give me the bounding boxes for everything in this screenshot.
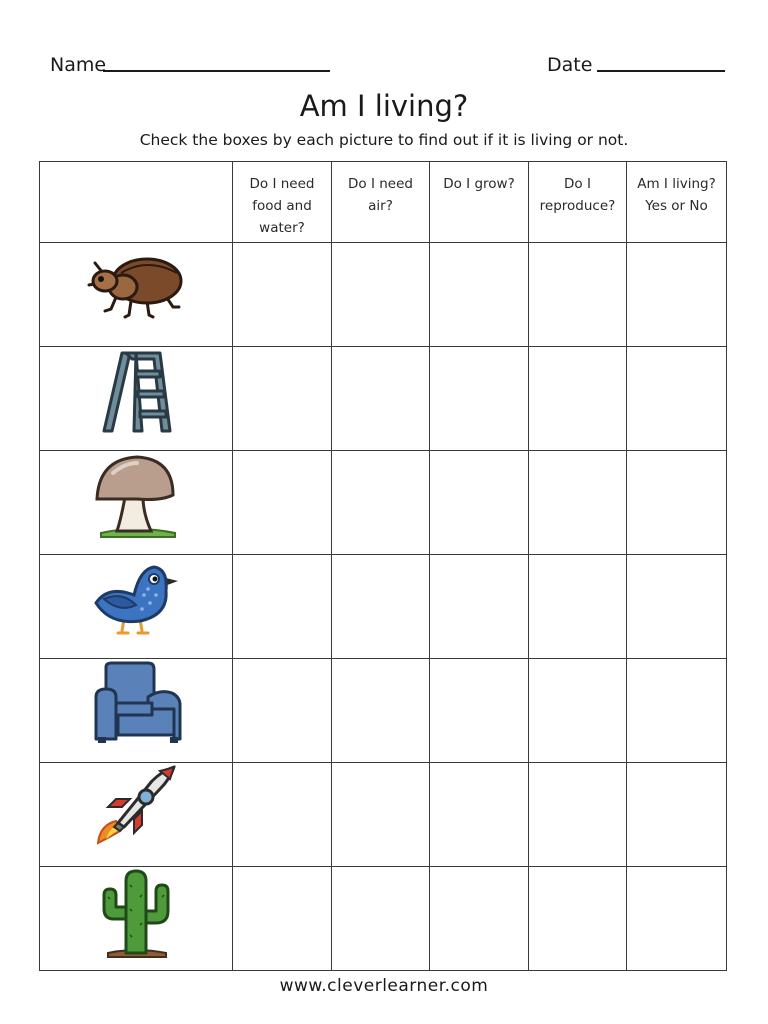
- check-box-grow[interactable]: [430, 867, 529, 971]
- picture-cell: [40, 555, 233, 659]
- check-box-reproduce[interactable]: [529, 867, 627, 971]
- check-box-grow[interactable]: [430, 451, 529, 555]
- cactus-icon: [96, 867, 176, 959]
- table-header-row: [40, 162, 727, 243]
- column-header-reproduce: Do I reproduce?: [529, 162, 627, 243]
- check-box-reproduce[interactable]: [529, 451, 627, 555]
- check-box-air[interactable]: [332, 867, 430, 971]
- check-box-food-water[interactable]: [233, 451, 332, 555]
- picture-cell: [40, 659, 233, 763]
- picture-cell: [40, 763, 233, 867]
- table-row-armchair: [40, 659, 727, 763]
- check-box-reproduce[interactable]: [529, 763, 627, 867]
- answer-box-living[interactable]: [627, 451, 727, 555]
- check-box-air[interactable]: [332, 763, 430, 867]
- check-box-food-water[interactable]: [233, 659, 332, 763]
- check-box-reproduce[interactable]: [529, 347, 627, 451]
- check-box-grow[interactable]: [430, 763, 529, 867]
- column-header-living: Am I living? Yes or No: [627, 162, 727, 243]
- living-check-table: [39, 161, 727, 971]
- footer-website: www.cleverlearner.com: [279, 976, 489, 996]
- check-box-food-water[interactable]: [233, 243, 332, 347]
- check-box-air[interactable]: [332, 555, 430, 659]
- beetle-icon: [81, 243, 191, 323]
- name-label: Name: [50, 54, 107, 76]
- picture-cell: [40, 347, 233, 451]
- answer-box-living[interactable]: [627, 243, 727, 347]
- check-box-food-water[interactable]: [233, 763, 332, 867]
- check-box-grow[interactable]: [430, 659, 529, 763]
- check-box-air[interactable]: [332, 451, 430, 555]
- picture-cell: [40, 243, 233, 347]
- date-line[interactable]: [597, 70, 725, 72]
- check-box-reproduce[interactable]: [529, 243, 627, 347]
- table-row-cactus: [40, 867, 727, 971]
- armchair-icon: [88, 659, 184, 745]
- table-row-ladder: [40, 347, 727, 451]
- bird-icon: [88, 555, 184, 639]
- ladder-icon: [96, 347, 176, 437]
- date-label: Date: [547, 54, 593, 76]
- check-box-food-water[interactable]: [233, 555, 332, 659]
- check-box-reproduce[interactable]: [529, 659, 627, 763]
- table-row-bird: [40, 555, 727, 659]
- answer-box-living[interactable]: [627, 763, 727, 867]
- table-row-beetle: [40, 243, 727, 347]
- table-row-rocket: [40, 763, 727, 867]
- check-box-air[interactable]: [332, 659, 430, 763]
- check-box-grow[interactable]: [430, 347, 529, 451]
- picture-cell: [40, 451, 233, 555]
- answer-box-living[interactable]: [627, 347, 727, 451]
- column-header-grow: Do I grow?: [430, 162, 529, 243]
- column-header-picture: [40, 162, 233, 243]
- table-row-mushroom: [40, 451, 727, 555]
- column-header-air: Do I need air?: [332, 162, 430, 243]
- answer-box-living[interactable]: [627, 555, 727, 659]
- answer-box-living[interactable]: [627, 867, 727, 971]
- check-box-food-water[interactable]: [233, 867, 332, 971]
- picture-cell: [40, 867, 233, 971]
- check-box-grow[interactable]: [430, 243, 529, 347]
- mushroom-icon: [91, 451, 181, 541]
- check-box-air[interactable]: [332, 243, 430, 347]
- check-box-grow[interactable]: [430, 555, 529, 659]
- check-box-air[interactable]: [332, 347, 430, 451]
- answer-box-living[interactable]: [627, 659, 727, 763]
- name-line[interactable]: [103, 70, 330, 72]
- check-box-reproduce[interactable]: [529, 555, 627, 659]
- column-header-food-water: Do I need food and water?: [233, 162, 332, 243]
- rocket-icon: [94, 763, 178, 847]
- check-box-food-water[interactable]: [233, 347, 332, 451]
- worksheet-instructions: Check the boxes by each picture to find out if it is living or not.: [139, 131, 629, 149]
- worksheet-title: Am I living?: [299, 89, 469, 123]
